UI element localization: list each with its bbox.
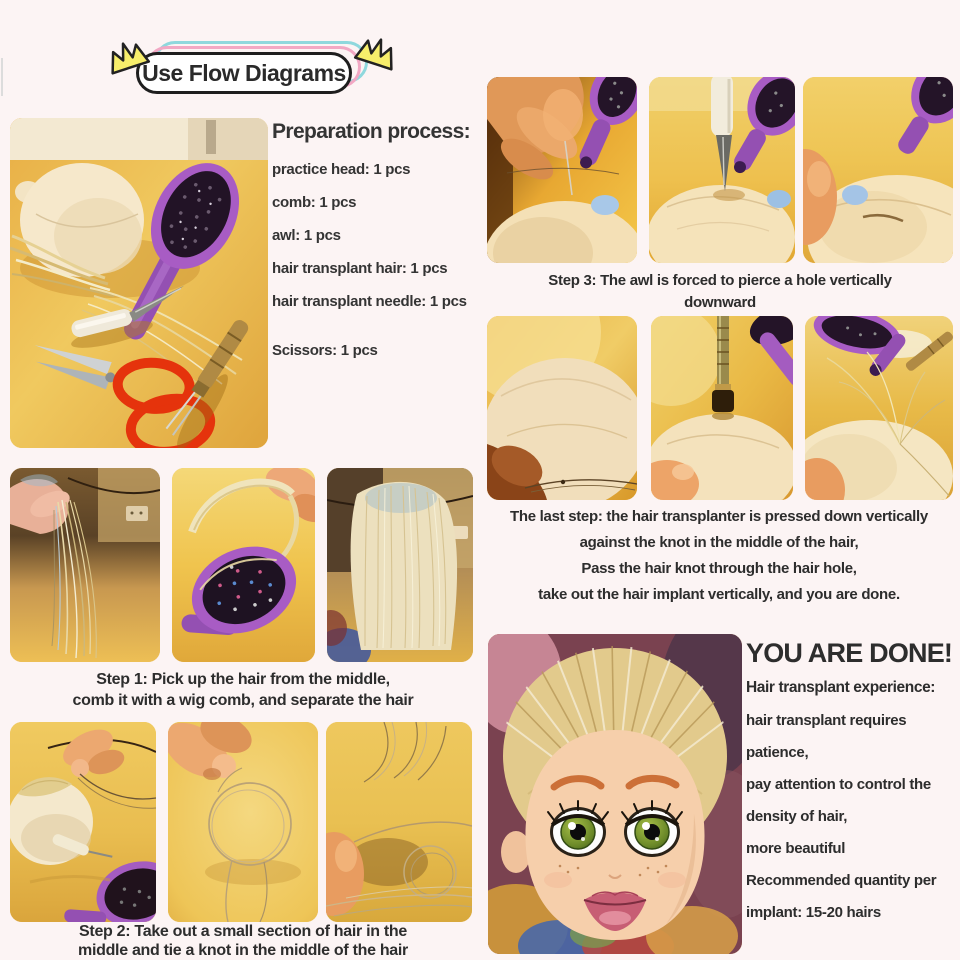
done-line: hair transplant requires — [746, 712, 907, 729]
step2-2-illustration — [168, 722, 318, 922]
photo-laststep-1 — [487, 316, 637, 500]
photo-step3-2 — [649, 77, 795, 263]
photo-step1-1 — [10, 468, 160, 662]
laststep-1-illustration — [487, 316, 637, 500]
caption-laststep-line2: against the knot in the middle of the hair, — [579, 534, 859, 551]
done-line: more beautiful — [746, 840, 846, 857]
step2-3-illustration — [326, 722, 472, 922]
caption-step1 — [8, 669, 478, 711]
laststep-2-illustration — [651, 316, 793, 500]
photo-step2-3 — [326, 722, 472, 922]
preparation-section — [272, 120, 486, 374]
laststep-3-illustration — [805, 316, 953, 500]
prep-item-awl: awl: 1 pcs — [272, 227, 341, 244]
page-title: Use Flow Diagrams — [136, 52, 352, 94]
result-doll-illustration — [488, 634, 742, 954]
photo-step1-3 — [327, 468, 473, 662]
caption-step2-line1: Step 2: Take out a small section of hair in the — [79, 923, 407, 940]
step1-1-illustration — [10, 468, 160, 662]
caption-step3-line2: downward — [684, 294, 756, 311]
photo-step3-1 — [487, 77, 637, 263]
done-heading: YOU ARE DONE! — [746, 638, 953, 668]
photo-result-doll — [488, 634, 742, 954]
step2-1-illustration — [10, 722, 156, 922]
caption-step2 — [8, 922, 478, 960]
photo-laststep-3 — [805, 316, 953, 500]
step3-1-illustration — [487, 77, 637, 263]
title-badge — [136, 52, 352, 94]
caption-step2-line2: middle and tie a knot in the middle of the hair — [78, 942, 408, 959]
preparation-heading: Preparation process: — [272, 120, 471, 143]
caption-laststep — [478, 504, 960, 608]
done-line: implant: 15-20 hairs — [746, 904, 881, 921]
photo-materials — [10, 118, 268, 448]
prep-item-hair: hair transplant hair: 1 pcs — [272, 260, 448, 277]
done-line: pay attention to control the — [746, 776, 931, 793]
photo-step2-1 — [10, 722, 156, 922]
caption-step3 — [485, 270, 955, 314]
done-line: density of hair, — [746, 808, 848, 825]
photo-step2-2 — [168, 722, 318, 922]
step1-2-illustration — [172, 468, 315, 662]
caption-step1-line1: Step 1: Pick up the hair from the middle, — [96, 671, 390, 688]
done-experience-label: Hair transplant experience: — [746, 679, 936, 696]
step1-3-illustration — [327, 468, 473, 662]
caption-laststep-line1: The last step: the hair transplanter is pressed down vertically — [510, 508, 928, 525]
step3-2-illustration — [649, 77, 795, 263]
done-line: patience, — [746, 744, 809, 761]
prep-item-scissors: Scissors: 1 pcs — [272, 342, 378, 359]
photo-step3-3 — [803, 77, 953, 263]
prep-item-needle: hair transplant needle: 1 pcs — [272, 293, 467, 310]
prep-item-practice-head: practice head: 1 pcs — [272, 161, 411, 178]
photo-laststep-2 — [651, 316, 793, 500]
done-line: Recommended quantity per — [746, 872, 937, 889]
caption-step3-line1: Step 3: The awl is forced to pierce a hole vertically — [548, 272, 892, 289]
prep-item-comb: comb: 1 pcs — [272, 194, 357, 211]
caption-laststep-line3: Pass the hair knot through the hair hole, — [581, 560, 857, 577]
materials-illustration — [10, 118, 268, 448]
photo-step1-2 — [172, 468, 315, 662]
edge-artifact — [1, 58, 3, 96]
step3-3-illustration — [803, 77, 953, 263]
done-section — [746, 638, 960, 935]
caption-step1-line2: comb it with a wig comb, and separate the hair — [72, 692, 414, 709]
caption-laststep-line4: take out the hair implant vertically, and you are done. — [538, 586, 900, 603]
